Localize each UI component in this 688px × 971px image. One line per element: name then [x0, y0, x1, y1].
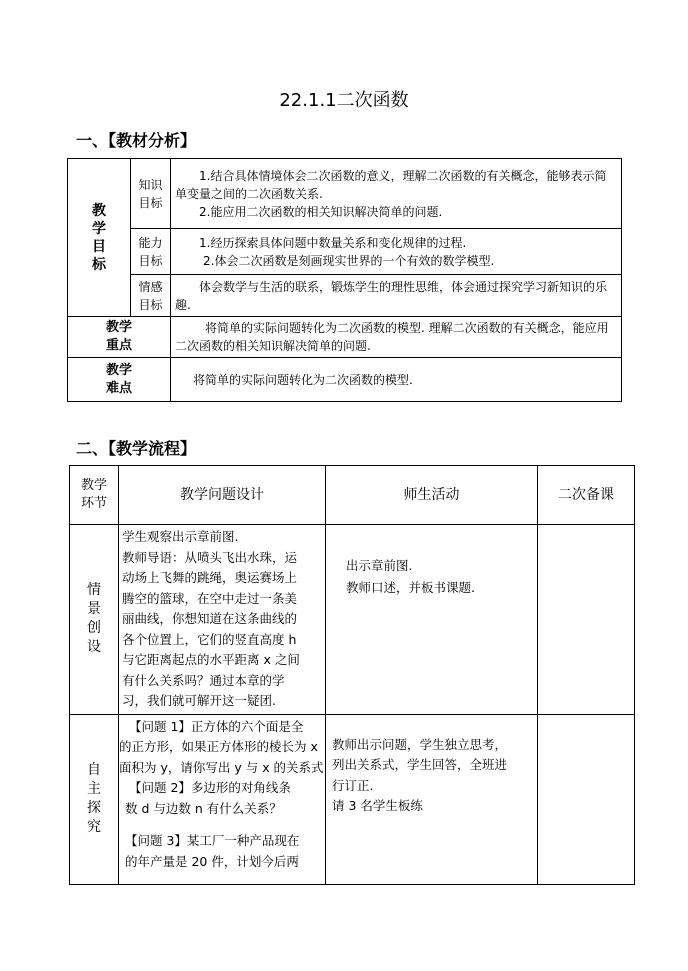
knowledge-label: 知识 目标 [131, 159, 171, 229]
design-explore: 【问题 1】正方体的六个面是全 的正方形，如果正方体形的棱长为 x 面积为 y，请你写出 y 与 x 的关系式 【问题 2】多边形的对角线条 数 d 与边数 n 有什么关系？ 【问题 3】某工厂一种产品现在 的年产量是 20 件，计划今后两 [119, 714, 326, 884]
section-heading-analysis: 一、【教材分析】 [76, 131, 197, 150]
key-label: 教学 重点 [68, 317, 171, 358]
knowledge-text: 1.结合具体情境体会二次函数的意义，理解二次函数的有关概念，能够表示简单变量之间的二次函数关系. 2.能应用二次函数的相关知识解决简单的问题. [171, 159, 622, 229]
stage-explore: 自 主 探 究 [70, 714, 119, 884]
key-text: 将简单的实际问题转化为二次函数的模型. 理解二次函数的有关概念，能应用二次函数的相关知识解决简单的问题. [171, 317, 622, 358]
flow-table [69, 465, 635, 885]
stage-scenario: 情 景 创 设 [70, 525, 119, 715]
activity-explore: 教师出示问题，学生独立思考， 列出关系式，学生回答，全班进 行订正. 请 3 名学生板练 [326, 714, 538, 884]
header-activity: 师生活动 [326, 466, 538, 525]
backup-explore [538, 714, 635, 884]
backup-scenario [538, 525, 635, 715]
header-backup: 二次备课 [538, 466, 635, 525]
page-title: 22.1.1二次函数 [279, 90, 409, 111]
difficult-label: 教学 难点 [68, 358, 171, 402]
emotion-text: 体会数学与生活的联系，锻炼学生的理性思维，体会通过探究学习新知识的乐趣. [171, 275, 622, 317]
emotion-label: 情感 目标 [131, 275, 171, 317]
difficult-text: 将简单的实际问题转化为二次函数的模型. [171, 358, 622, 402]
analysis-table [67, 158, 622, 402]
header-stage: 教学 环节 [70, 466, 119, 525]
activity-scenario: 出示章前图. 教师口述，并板书课题. [326, 525, 538, 715]
ability-label: 能力 目标 [131, 229, 171, 275]
goal-label: 教 学 目 标 [68, 159, 131, 317]
ability-text: 1.经历探索具体问题中数量关系和变化规律的过程. 2.体会二次函数是刻画现实世界的一个有效的数学模型. [171, 229, 622, 275]
section-heading-flow: 二、【教学流程】 [76, 439, 197, 458]
design-scenario: 学生观察出示章前图. 教师导语：从喷头飞出水珠，运 动场上飞舞的跳绳，奥运赛场上 腾空的篮球，在空中走过一条美 丽曲线，你想知道在这条曲线的 各个位置上，它们的竖直高度 h 与它距离起点的水平距离 x 之间 有什么关系吗？通过本章的学 习，我们就可解开这一疑团. [119, 525, 326, 715]
header-design: 教学问题设计 [119, 466, 326, 525]
